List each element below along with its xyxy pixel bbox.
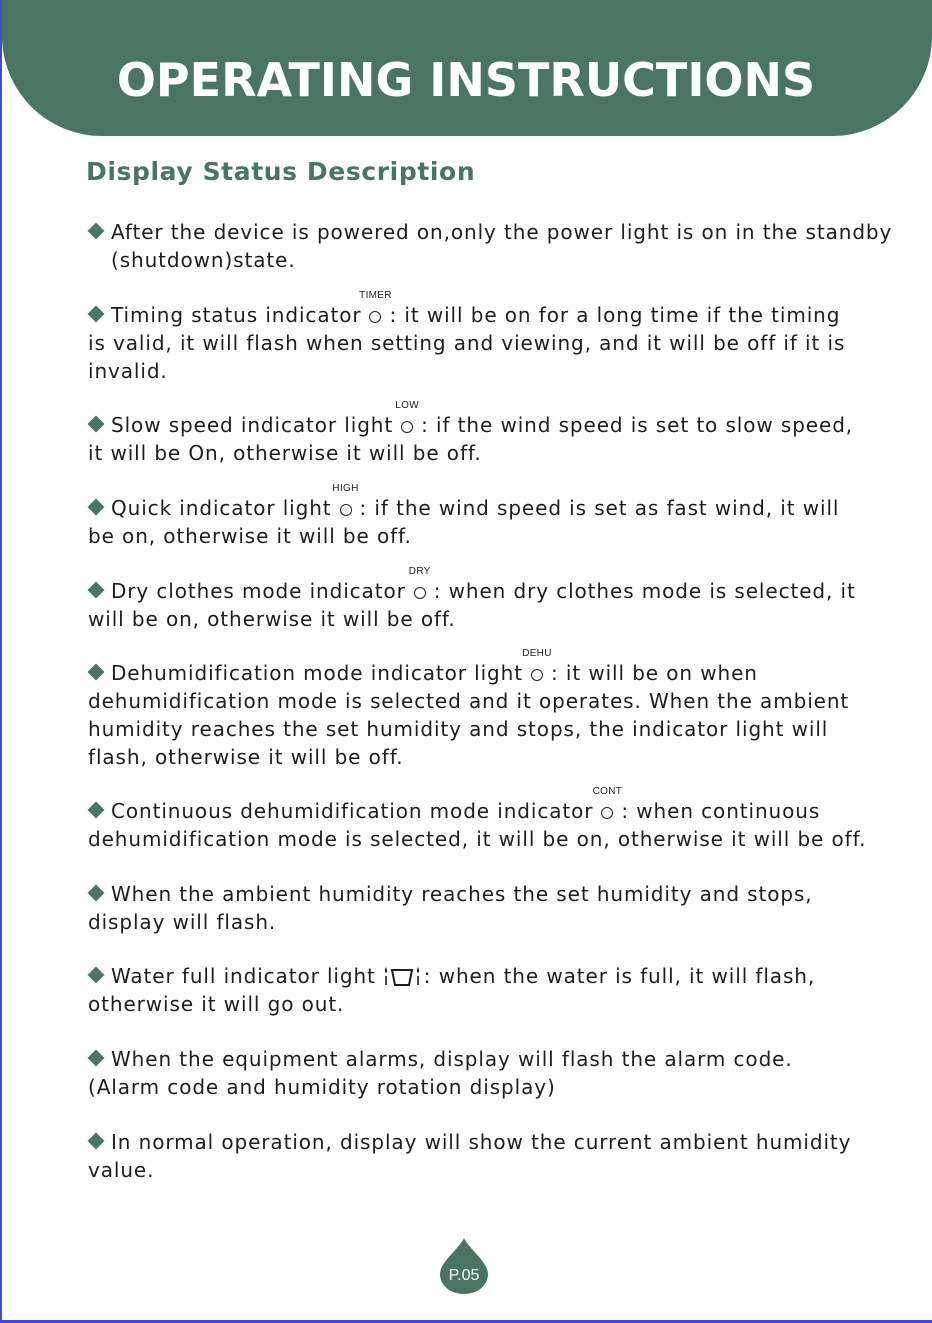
item-text: Water full indicator light bbox=[111, 964, 376, 988]
list-item bbox=[88, 566, 856, 633]
item-text: display will flash. bbox=[88, 910, 277, 934]
item-text: In normal operation, display will show the current ambient humidity bbox=[111, 1130, 852, 1154]
list-item bbox=[88, 786, 867, 853]
list-item bbox=[88, 962, 815, 1018]
page-title: OPERATING INSTRUCTIONS bbox=[116, 53, 816, 107]
list-item bbox=[88, 648, 850, 771]
item-text: (shutdown)state. bbox=[111, 248, 296, 272]
diamond-bullet-icon bbox=[88, 1050, 105, 1067]
item-text: flash, otherwise it will be off. bbox=[88, 745, 404, 769]
indicator-label: HIGH bbox=[332, 483, 359, 494]
item-text: be on, otherwise it will be off. bbox=[88, 524, 412, 548]
diamond-bullet-icon bbox=[88, 223, 105, 240]
item-text: Continuous dehumidification mode indicator bbox=[111, 799, 594, 823]
item-text: When the ambient humidity reaches the set humidity and stops, bbox=[111, 882, 813, 906]
item-text: Dehumidification mode indicator light bbox=[111, 661, 523, 685]
item-text: invalid. bbox=[88, 359, 168, 383]
dehu-mode-indicator-icon bbox=[522, 648, 552, 683]
indicator-label: LOW bbox=[395, 400, 419, 411]
dry-mode-indicator-icon bbox=[408, 566, 431, 601]
water-tank-full-icon bbox=[382, 965, 422, 987]
item-text: value. bbox=[88, 1158, 155, 1182]
item-text: : when the water is full, it will flash, bbox=[423, 964, 816, 988]
indicator-ring bbox=[414, 587, 426, 599]
item-text: Slow speed indicator light bbox=[111, 413, 394, 437]
item-text: After the device is powered on,only the power light is on in the standby bbox=[111, 220, 893, 244]
indicator-label: DRY bbox=[408, 566, 431, 577]
item-text: : it will be on for a long time if the timing bbox=[389, 303, 841, 327]
item-text: Quick indicator light bbox=[111, 496, 332, 520]
item-text: is valid, it will flash when setting and viewing, and it will be off if it is bbox=[88, 331, 846, 355]
list-item bbox=[88, 1128, 851, 1184]
item-text: dehumidification mode is selected and it operates. When the ambient bbox=[88, 689, 850, 713]
indicator-ring bbox=[369, 311, 381, 323]
diamond-bullet-icon bbox=[88, 499, 105, 516]
list-item bbox=[88, 1045, 793, 1101]
item-text: will be on, otherwise it will be off. bbox=[88, 607, 456, 631]
item-text: : if the wind speed is set to slow speed, bbox=[421, 413, 854, 437]
list-item bbox=[88, 290, 846, 385]
indicator-label: DEHU bbox=[522, 648, 552, 659]
page-number: P.05 bbox=[448, 1267, 480, 1284]
section-title: Display Status Description bbox=[86, 157, 476, 186]
indicator-ring bbox=[531, 669, 543, 681]
item-text: Timing status indicator bbox=[111, 303, 362, 327]
item-text: : when continuous bbox=[621, 799, 821, 823]
diamond-bullet-icon bbox=[88, 582, 105, 599]
diamond-bullet-icon bbox=[88, 416, 105, 433]
item-text: : if the wind speed is set as fast wind, it will bbox=[359, 496, 840, 520]
diamond-bullet-icon bbox=[88, 967, 105, 984]
indicator-ring bbox=[340, 504, 352, 516]
diamond-bullet-icon bbox=[88, 802, 105, 819]
high-speed-indicator-icon bbox=[332, 483, 359, 518]
low-speed-indicator-icon bbox=[395, 400, 419, 435]
item-text: Dry clothes mode indicator bbox=[111, 579, 406, 603]
indicator-ring bbox=[401, 421, 413, 433]
list-item bbox=[88, 218, 892, 274]
timer-indicator-icon bbox=[359, 290, 392, 325]
item-text: When the equipment alarms, display will flash the alarm code. bbox=[111, 1047, 793, 1071]
diamond-bullet-icon bbox=[88, 1133, 105, 1150]
diamond-bullet-icon bbox=[88, 664, 105, 681]
indicator-label: CONT bbox=[592, 786, 623, 797]
item-text: : it will be on when bbox=[550, 661, 758, 685]
list-item bbox=[88, 483, 840, 550]
item-text: humidity reaches the set humidity and stops, the indicator light will bbox=[88, 717, 829, 741]
list-item bbox=[88, 400, 854, 467]
item-text: (Alarm code and humidity rotation display) bbox=[88, 1075, 556, 1099]
indicator-ring bbox=[601, 807, 613, 819]
list-item bbox=[88, 880, 813, 936]
item-text: otherwise it will go out. bbox=[88, 992, 345, 1016]
diamond-bullet-icon bbox=[88, 885, 105, 902]
page-edge-rule bbox=[0, 0, 2, 1323]
item-text: it will be On, otherwise it will be off. bbox=[88, 441, 482, 465]
diamond-bullet-icon bbox=[88, 306, 105, 323]
indicator-label: TIMER bbox=[359, 290, 392, 301]
item-text: : when dry clothes mode is selected, it bbox=[433, 579, 856, 603]
item-text: dehumidification mode is selected, it will be on, otherwise it will be off. bbox=[88, 827, 867, 851]
continuous-mode-indicator-icon bbox=[592, 786, 623, 821]
